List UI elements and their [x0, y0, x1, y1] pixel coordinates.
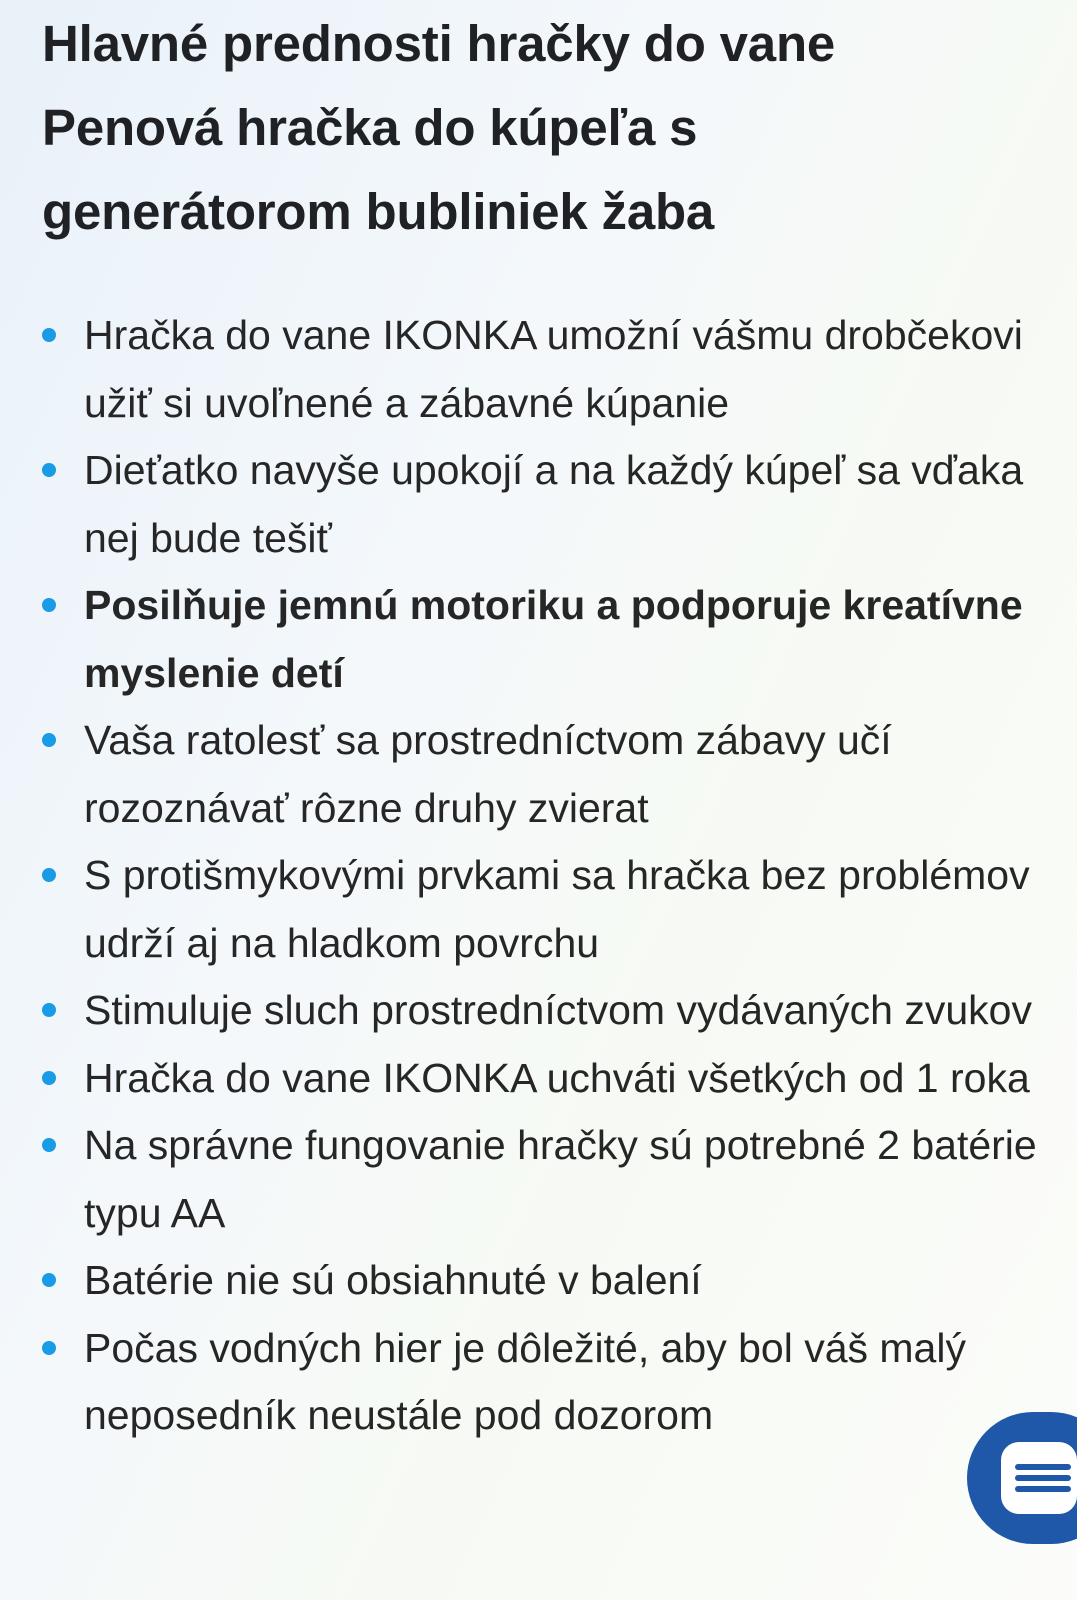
feature-text: S protišmykovými prvkami sa hračka bez problémov udrží aj na hladkom povrchu: [84, 852, 1030, 966]
feature-text: Hračka do vane IKONKA uchváti všetkých od 1 roka: [84, 1054, 1030, 1101]
feature-text: Počas vodných hier je dôležité, aby bol váš malý neposedník neustále pod dozorom: [84, 1324, 966, 1438]
menu-line: [1015, 1475, 1071, 1481]
page-title: [42, 0, 1052, 254]
title-line-1: Hlavné prednosti hračky do vane: [42, 15, 836, 72]
bullet-icon: [42, 868, 56, 882]
feature-item: [42, 842, 1052, 977]
title-line-2: Penová hračka do kúpeľa s: [42, 99, 698, 156]
feature-item: [42, 977, 1052, 1045]
feature-text: Hračka do vane IKONKA umožní vášmu drobčekovi užiť si uvoľnené a zábavné kúpanie: [84, 312, 1023, 426]
feature-item: [42, 1112, 1052, 1247]
bullet-icon: [42, 1003, 56, 1017]
chat-menu-icon: [1001, 1442, 1077, 1514]
feature-item: [42, 437, 1052, 572]
feature-item: [42, 707, 1052, 842]
menu-line: [1015, 1464, 1071, 1470]
feature-text: Batérie nie sú obsiahnuté v balení: [84, 1257, 702, 1303]
feature-item: [42, 1045, 1052, 1113]
feature-text: Stimuluje sluch prostredníctvom vydávaných zvukov: [84, 987, 1032, 1033]
bullet-icon: [42, 1273, 56, 1287]
product-features-section: [42, 0, 1052, 1438]
feature-text: Vaša ratolesť sa prostredníctvom zábavy učí rozoznávať rôzne druhy zvierat: [84, 717, 892, 831]
bullet-icon: [42, 598, 56, 612]
bullet-icon: [42, 733, 56, 747]
bullet-icon: [42, 1071, 56, 1085]
bullet-icon: [42, 1138, 56, 1152]
features-list: [42, 302, 1052, 1450]
feature-item: [42, 572, 1052, 707]
bullet-icon: [42, 1341, 56, 1355]
feature-item: [42, 1315, 1052, 1450]
feature-text: Na správne fungovanie hračky sú potrebné 2 batérie typu AA: [84, 1122, 1037, 1236]
feature-item: [42, 302, 1052, 437]
feature-text: Dieťatko navyše upokojí a na každý kúpeľ sa vďaka nej bude tešiť: [84, 447, 1024, 561]
bullet-icon: [42, 328, 56, 342]
title-line-3: generátorom bubliniek žaba: [42, 183, 715, 240]
menu-line: [1015, 1486, 1071, 1492]
bullet-icon: [42, 463, 56, 477]
feature-item: [42, 1247, 1052, 1315]
feature-text: Posilňuje jemnú motoriku a podporuje kreatívne myslenie detí: [84, 582, 1023, 696]
